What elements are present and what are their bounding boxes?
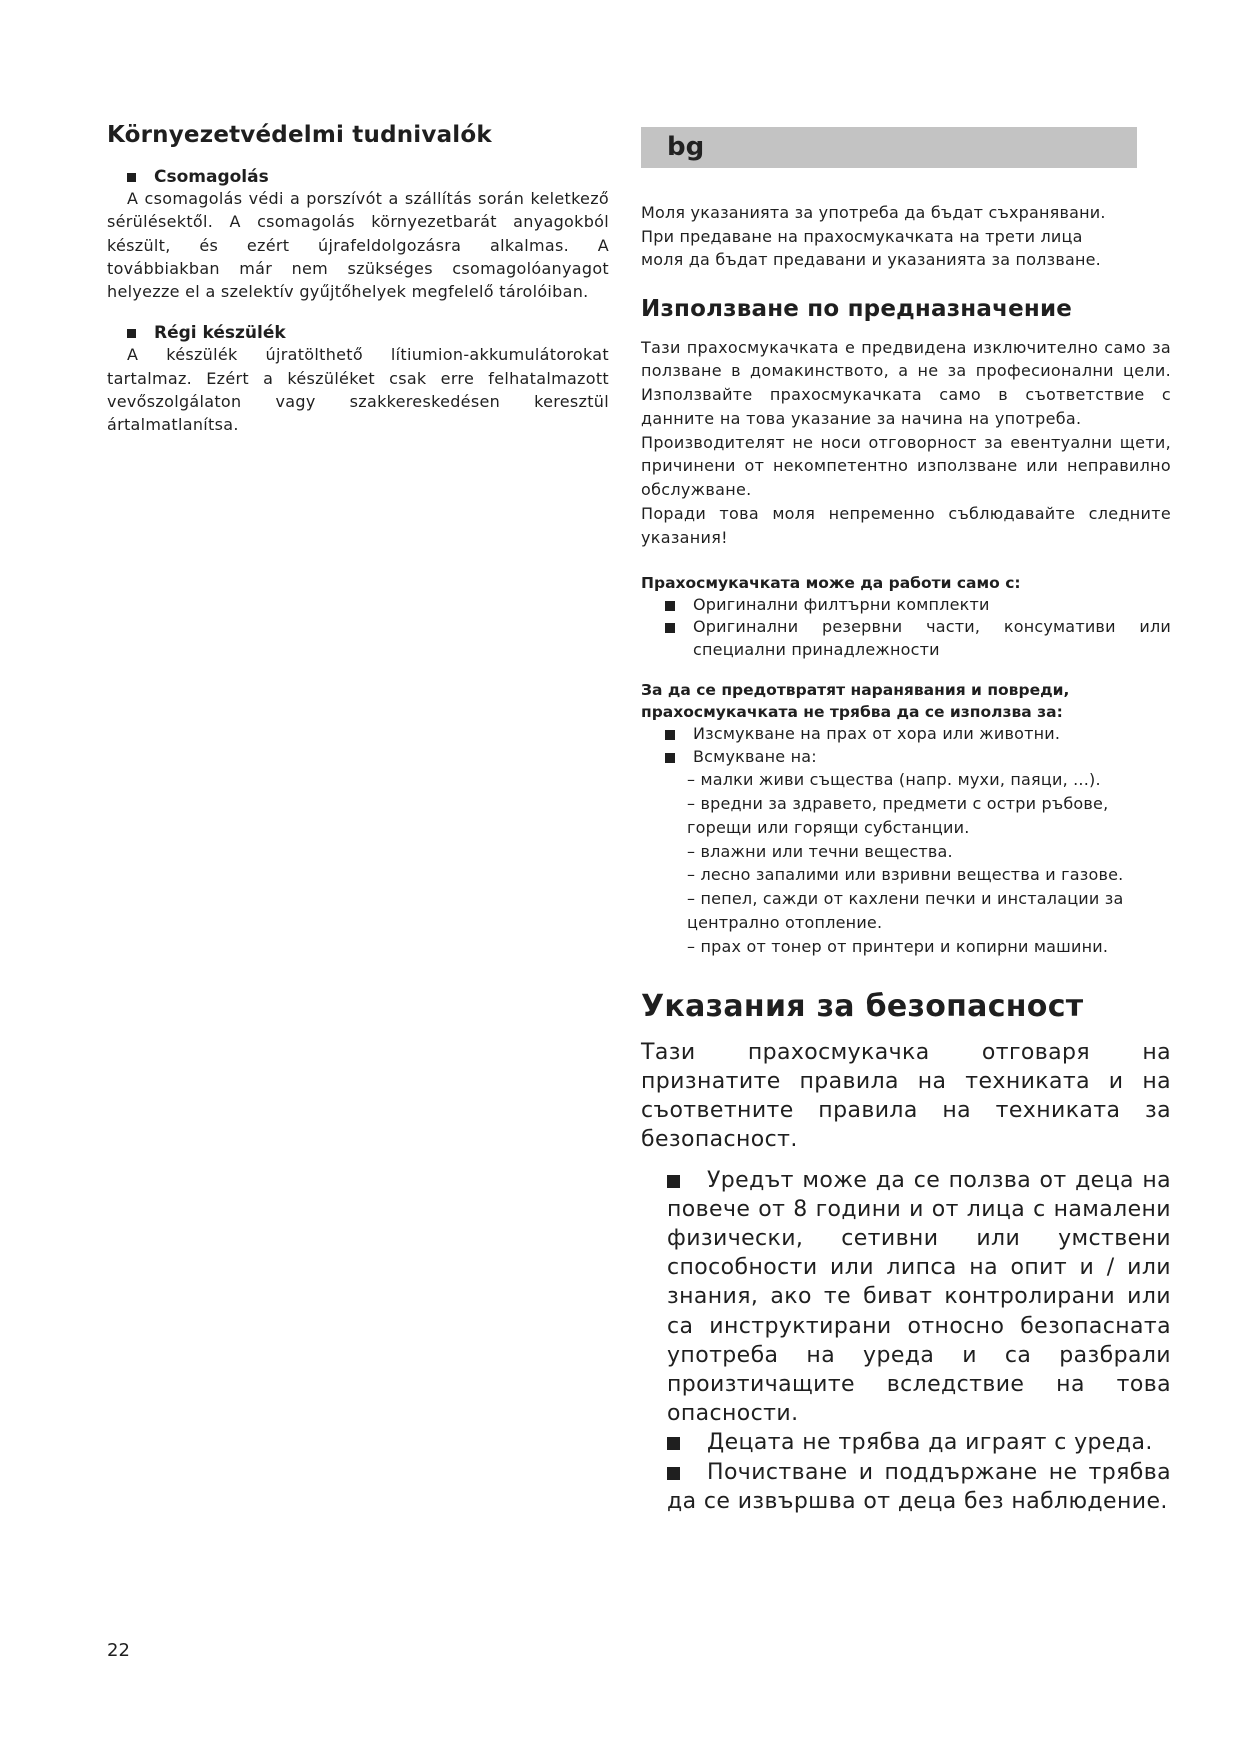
env-section-title: Környezetvédelmi tudnivalók bbox=[107, 122, 492, 148]
list-item: Всмукване на: bbox=[641, 746, 1171, 769]
bullet-square-icon bbox=[667, 1467, 680, 1480]
intended-use-paragraph: Тази прахосмукачката е предвидена изключително само за ползване в домакинството, а не за професионални цели. Използвайте прахосмукачката само в съответствие с данните на това указание за начина на употреба. bbox=[641, 337, 1171, 428]
intro-line: При предаване на прахосмукачката на трети лица bbox=[641, 226, 1083, 246]
left-column bbox=[107, 122, 609, 437]
list-item: горещи или горящи субстанции. bbox=[687, 817, 970, 837]
packaging-block bbox=[107, 167, 609, 303]
safety-intro: Тази прахосмукачка отговаря на признатите правила на техниката и на съответните правила на техниката за безопасност. bbox=[641, 1039, 1171, 1152]
old-device-text: A készülék újratölthető lítiumion-akkumulátorokat tartalmaz. Ezért a készüléket csak erre felhatalmazott vevőszolgálaton vagy szakkereskedésen keresztül ártalmatlanítsa. bbox=[107, 345, 609, 435]
page-number: 22 bbox=[107, 1640, 130, 1661]
list-item: – прах от тонер от принтери и копирни машини. bbox=[687, 936, 1109, 956]
intended-use-body bbox=[641, 336, 1171, 550]
suction-list bbox=[641, 768, 1171, 958]
intro-block bbox=[641, 201, 1171, 272]
intended-use-title: Използване по предназначение bbox=[641, 295, 1073, 322]
bullet-square-icon bbox=[667, 1175, 680, 1188]
intro-line: Моля указанията за употреба да бъдат съхранявани. bbox=[641, 203, 1106, 222]
safety-title: Указания за безопасност bbox=[641, 988, 1084, 1024]
bullet-square-icon bbox=[665, 730, 675, 740]
bullet-square-icon bbox=[127, 329, 136, 338]
bullet-square-icon bbox=[665, 753, 675, 763]
bullet-square-icon bbox=[665, 623, 675, 633]
packaging-heading: Csomagolás bbox=[107, 167, 609, 187]
prevent-heading: За да се предотвратят наранявания и повреди, прахосмукачката не трябва да се използва за: bbox=[641, 681, 1070, 722]
list-item: – пепел, сажди от кахлени печки и инсталации за bbox=[687, 889, 1124, 909]
bullet-square-icon bbox=[667, 1437, 680, 1450]
old-device-block bbox=[107, 323, 609, 436]
only-with-list bbox=[641, 594, 1171, 662]
list-item: – вредни за здравето, предмети с остри ръбове, bbox=[687, 793, 1109, 813]
list-item: Изсмукване на прах от хора или животни. bbox=[641, 723, 1171, 746]
list-item: Оригинални филтърни комплекти bbox=[641, 594, 1171, 617]
packaging-text: A csomagolás védi a porszívót a szállítás során keletkező sérülésektől. A csomagolás környezetbarát anyagokból készült, és ezért újrafeldolgozásra alkalmas. A továbbiakban már nem szükséges csomagolóanyagot helyezze el a szelektív gyűjtőhelyek megfelelő tárolóiban. bbox=[107, 189, 609, 302]
list-item: – малки живи същества (напр. мухи, паяци, ...). bbox=[687, 770, 1101, 790]
liability-paragraph: Производителят не носи отговорност за евентуални щети, причинени от некомпетентно използване или неправилно обслужване. bbox=[641, 432, 1171, 500]
list-item: Уредът може да се ползва от деца на повече от 8 години и от лица с намалени физически, сетивни или умствени способности или липса на опит и / или знания, ако те биват контролирани или са инструктирани относно безопасната употреба на уреда и са разбрали произтичащите вследствие на това опасности. bbox=[667, 1167, 1171, 1427]
bullet-square-icon bbox=[127, 173, 136, 182]
bullet-square-icon bbox=[665, 601, 675, 611]
old-device-heading: Régi készülék bbox=[107, 323, 609, 343]
safety-list bbox=[641, 1166, 1171, 1516]
list-item: Децата не трябва да играят с уреда. bbox=[641, 1428, 1171, 1457]
intro-line: моля да бъдат предавани и указанията за ползване. bbox=[641, 250, 1101, 269]
prevent-list bbox=[641, 723, 1171, 768]
right-column bbox=[641, 127, 1171, 1516]
list-item: Почистване и поддържане не трябва да се извършва от деца без наблюдение. bbox=[667, 1459, 1171, 1514]
list-item: – лесно запалими или взривни вещества и газове. bbox=[687, 865, 1124, 885]
only-with-heading: Прахосмукачката може да работи само с: bbox=[641, 573, 1021, 592]
list-item: централно отопление. bbox=[687, 912, 883, 932]
notice-paragraph: Поради това моля непременно съблюдавайте следните указания! bbox=[641, 504, 1171, 547]
list-item: – влажни или течни вещества. bbox=[687, 841, 953, 861]
language-badge: bg bbox=[641, 127, 1137, 168]
list-item: Оригинални резервни части, консумативи или специални принадлежности bbox=[641, 616, 1171, 661]
